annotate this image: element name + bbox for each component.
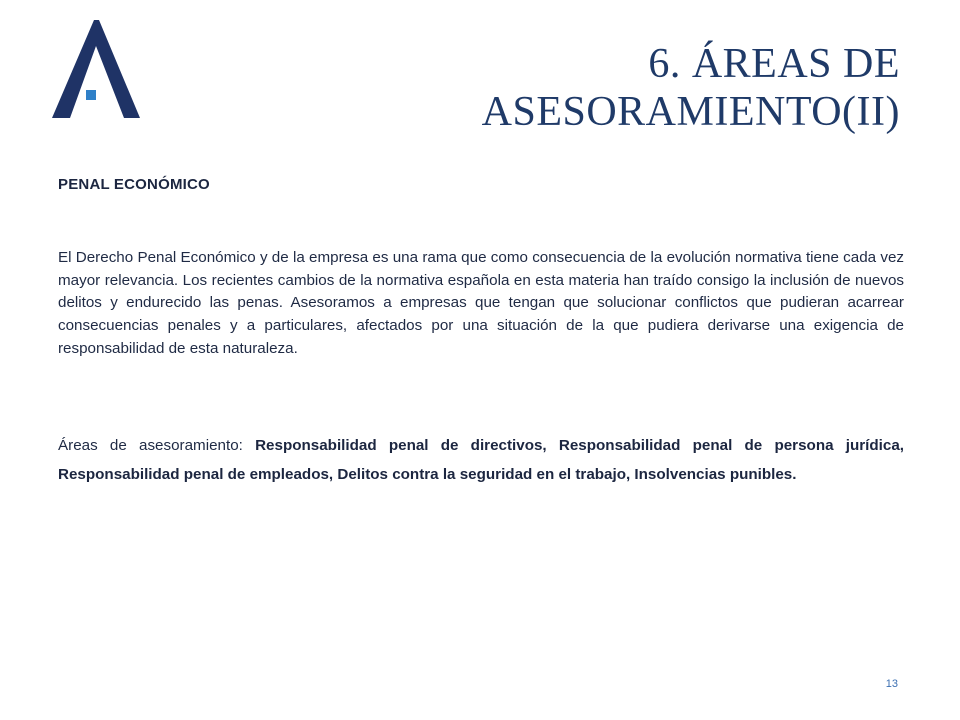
- slide-title-line1: 6. ÁREAS DE: [648, 41, 900, 87]
- areas-paragraph: [58, 431, 904, 489]
- page-number: 13: [885, 678, 898, 690]
- areas-list: Responsabilidad penal de directivos, Responsabilidad penal de persona jurídica, Responsabilidad penal de empleados, Delitos contra la seguridad en el trabajo, Insolvencias punibles.: [58, 437, 905, 484]
- section-heading: PENAL ECONÓMICO: [58, 176, 210, 193]
- slide-title-line2: ASESORAMIENTO(II): [481, 89, 900, 135]
- areas-intro: Áreas de asesoramiento:: [58, 437, 256, 455]
- slide-title: [300, 40, 900, 136]
- logo-a-icon: [50, 18, 142, 120]
- description-paragraph: El Derecho Penal Económico y de la empresa es una rama que como consecuencia de la evolución normativa tiene cada vez mayor relevancia. Los recientes cambios de la normativa española en esta materia han traído consigo la inclusión de nuevos delitos y endurecido las penas. Asesoramos a empresas que tengan que solucionar conflictos que pudieran acarrear consecuencias penales y a particulares, afectados por una situación de la que pudiera derivarse una exigencia de responsabilidad de esta naturaleza.: [58, 249, 904, 357]
